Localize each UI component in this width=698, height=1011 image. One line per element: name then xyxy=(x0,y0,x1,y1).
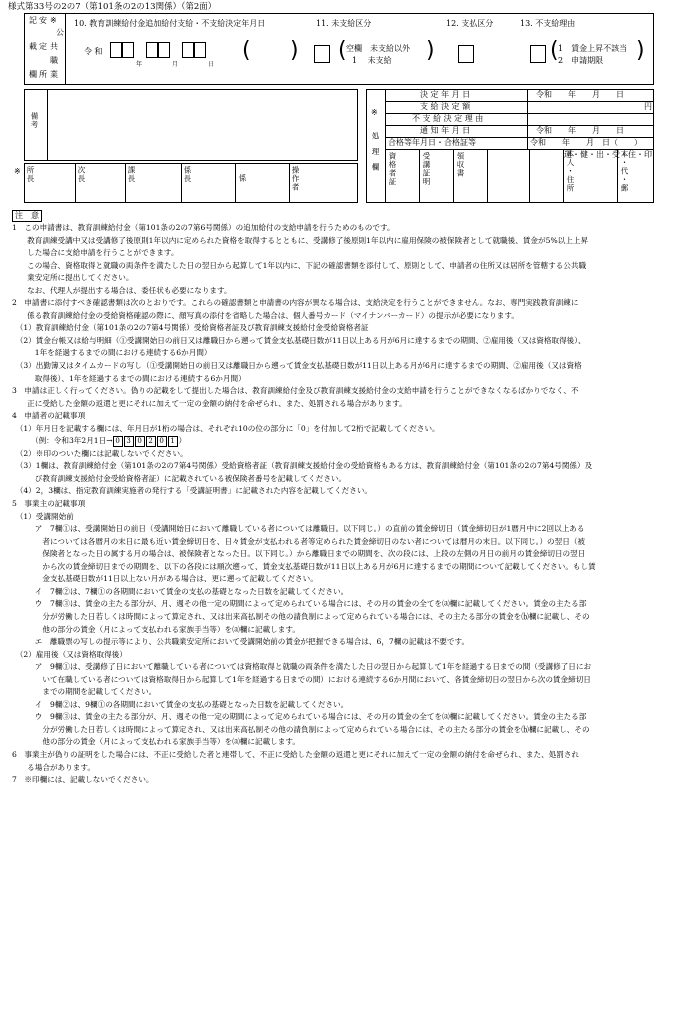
field11-paren-open: ( xyxy=(338,38,347,63)
note-line: （3）出勤簿又はタイムカードの写し（①受講開始日の前日又は離職日から遡って賃金支払基礎日数が11日以上ある月が6月に達するまでの期間、②雇用後（又は資格 xyxy=(12,361,582,371)
date-example xyxy=(12,435,688,448)
note-line: した場合に支給申請を行うことができます。 xyxy=(12,248,179,258)
top-label-2: 安 xyxy=(39,16,47,25)
note-line: から次の賃金締切日までの期間を、以下の各段には順次遡って、賃金支払基礎日数が11日以上ある月が6月に達するまでの期間について記載してください。もし賃 xyxy=(12,561,596,571)
note-line: 2 申請書に添付すべき確認書類は次のとおりです。これらの確認書類と申請書の内容が異なる場合は、支給決定を行うことができません。なお、専門実践教育訓練に xyxy=(12,298,579,308)
top-label-11: 業 xyxy=(50,70,58,79)
note-line: （2）※印のついた欄には記載しないでください。 xyxy=(12,448,188,458)
paren-close: ) xyxy=(290,38,299,63)
note-line: ウ 9欄③は、賃金の主たる部分が、月、週その他一定の期間によって定められている場合には、その月の賃金の全てを⒜欄に記載してください。賃金の主たる部 xyxy=(12,712,587,722)
note-line: なお、代理人が提出する場合は、委任状も必要になります。 xyxy=(12,285,232,295)
date-digit-box[interactable] xyxy=(122,42,134,58)
process-cell-documents: 運・健・出・受・住・印 xyxy=(564,150,652,159)
note-line: 者については各暦月の末日に最も近い賃金締切日を、日々賃金が支払われる者等定められた賃金締切日のない者については暦月の末日。以下同じ。）の翌日（被 xyxy=(12,536,586,546)
top-label-5: 載 xyxy=(29,42,37,51)
note-line: る場合があります。 xyxy=(12,762,95,772)
reiwa-label: 令 和 xyxy=(84,47,103,56)
note-line: 4 申請者の記載事項 xyxy=(12,411,86,421)
approval-cell-deputy: 次長 xyxy=(77,166,86,183)
note-line: （1）年月日を記載する欄には、年月日が1桁の場合は、それぞれ10の位の部分に「0」を付加して2桁で記載してください。 xyxy=(12,423,440,433)
note-line: （1）教育訓練給付金（第101条の2の7第4号関係）受給資格者証及び教育訓練支援給付金受給資格者証 xyxy=(12,323,369,333)
top-label-4: 公 xyxy=(56,28,64,37)
process-row-label: 通 知 年 月 日 xyxy=(420,126,471,135)
date-example-digit: 0 xyxy=(135,436,145,447)
note-line: までの期間を記載してください。 xyxy=(12,687,157,697)
date-example-suffix: ） xyxy=(178,436,187,446)
process-label: 処理欄 xyxy=(371,132,380,179)
field13-option-0: 1 賃金上昇不該当 xyxy=(558,44,628,53)
note-line: 分が労働した日若しくは時間によって算定され、又は出来高払制その他の請負制によって定められている場合には、その主たる部分の賃金を⒝欄に記載し、その xyxy=(12,611,590,621)
approval-cell-staff: 係 xyxy=(238,174,247,183)
note-line: 保険者となった日の属する月の場合は、被保険者となった日。以下同じ。）から離職日までの期間を、次の段には、上段の左側の月日の前月の賃金締切日の翌日 xyxy=(12,549,586,559)
note-line: （4）2，3欄は、指定教育訓練実施者の発行する「受講証明書」に記載された内容を記載してください。 xyxy=(12,486,373,496)
field12-checkbox[interactable] xyxy=(458,45,474,63)
date-unit-month: 月 xyxy=(172,61,179,68)
note-line: 他の部分の賃金（月によって支払われる家族手当等）を⒜欄に記載します。 xyxy=(12,624,300,634)
process-row-label: 不 支 給 決 定 理 由 xyxy=(412,114,484,123)
top-label-9: 欄 xyxy=(29,70,37,79)
field13-checkbox[interactable] xyxy=(530,45,546,63)
date-example-prefix: （例：令和3年2月1日→ xyxy=(12,436,113,446)
approval-cell-section-chief: 課長 xyxy=(127,166,136,183)
field13-title: 13. 不支給理由 xyxy=(520,19,576,28)
date-unit-day: 日 xyxy=(208,61,215,68)
field12-title: 12. 支払区分 xyxy=(446,19,494,28)
field13-paren-open: ( xyxy=(550,38,559,63)
top-label-8: 職 xyxy=(50,56,58,65)
process-cell-identity: 本人・住所 xyxy=(566,150,575,193)
field11-checkbox[interactable] xyxy=(314,45,330,63)
top-label-7: 共 xyxy=(50,42,58,51)
notes-heading: 注 意 xyxy=(12,210,42,222)
date-digit-box[interactable] xyxy=(182,42,194,58)
note-line: （2）賃金台帳又は給与明細（①受講開始日の前日又は離職日から遡って賃金支払基礎日数が11日以上ある月が6月に達するまでの期間、②雇用後（又は資格取得後）、 xyxy=(12,335,586,345)
process-mark: ※ xyxy=(371,108,378,117)
note-line: ウ 7欄③は、賃金の主たる部分が、月、週その他一定の期間によって定められている場合には、その月の賃金の全てを⒜欄に記載してください。賃金の主たる部 xyxy=(12,599,587,609)
top-label-1: 記 xyxy=(29,16,37,25)
process-row-label: 支 給 決 定 額 xyxy=(420,102,471,111)
remarks-label: 備考 xyxy=(30,112,39,129)
note-line: イ 9欄②は、9欄①の各期間において賃金の支払の基礎となった日数を記載してください。 xyxy=(12,699,349,709)
note-line: 業安定所に提出してください。 xyxy=(12,273,134,283)
note-line: 6 事業主が偽りの証明をした場合には、不正に受給した者と連帯して、不正に受給した金額の返還と更にそれに加えて一定の金額の納付を命ぜられ、また、処罰され xyxy=(12,749,580,759)
approval-cell-director: 所長 xyxy=(26,166,35,183)
note-line: （1）受講開始前 xyxy=(12,511,74,521)
notes-body xyxy=(12,222,688,787)
top-label-3: ※ xyxy=(50,16,57,25)
date-digit-box[interactable] xyxy=(146,42,158,58)
note-line: 係る教育訓練給付金の受給資格確認の際に、顔写真の添付を省略した場合は、個人番号カード（マイナンバーカード）の提示が必要になります。 xyxy=(12,310,519,320)
field11-option-0: 空欄 未支給以外 xyxy=(346,44,410,53)
note-line: 正に受給した金額の返還と更にそれに加えて一定の金額の納付を命ぜられ、また、処罰される場合があります。 xyxy=(12,398,407,408)
field13-option-1: 2 申請期限 xyxy=(558,56,604,65)
note-line: （2）雇用後（又は資格取得後） xyxy=(12,649,127,659)
note-line: イ 7欄②は、7欄①の各期間において賃金の支払の基礎となった日数を記載してください。 xyxy=(12,586,349,596)
field11-option-1: 1 未支給 xyxy=(352,56,392,65)
process-cell-certificate: 資格者証 xyxy=(388,152,397,186)
note-line: 3 申請は正しく行ってください。偽りの記載をして提出した場合は、教育訓練給付金及び教育訓練支援給付金の支給申請を行うことができなくなるばかりでなく、不 xyxy=(12,386,579,396)
process-row-value[interactable]: 令和 年 月 日（ ） xyxy=(530,138,642,147)
field11-title: 11. 未支給区分 xyxy=(316,19,372,28)
top-label-10: 所 xyxy=(39,70,47,79)
note-line: 教育訓練受講中又は受講修了後原則1年以内に定められた資格を取得するとともに、受講修了後原則1年以内に雇用保険の被保険者として就職後、賃金が5%以上上昇 xyxy=(12,235,589,245)
process-row-value[interactable]: 令和 年 月 日 xyxy=(536,126,624,135)
note-line: 7 ※印欄には、記載しないでください。 xyxy=(12,775,154,785)
paren-open: ( xyxy=(242,38,251,63)
approval-mark: ※ xyxy=(14,167,21,176)
process-row-label: 合格等年月日・合格証等 xyxy=(388,138,476,147)
date-unit-year: 年 xyxy=(136,61,143,68)
process-cell-delivery: 本・代・郵 xyxy=(620,150,629,193)
note-line: 1年を経過するまでの間における連続する6か月間） xyxy=(12,348,212,358)
top-label-6: 定 xyxy=(39,42,47,51)
process-cell-receipt: 領収書 xyxy=(456,152,465,178)
note-line: （3）1欄は、教育訓練給付金（第101条の2の7第4号関係）受給資格者証（教育訓練支援給付金の受給資格もある方は、教育訓練給付金（第101条の2の7第4号関係）及 xyxy=(12,461,593,471)
note-line: 1 この申請書は、教育訓練給付金（第101条の2の7第6号関係）の追加給付の支給申請を行うためのものです。 xyxy=(12,223,395,232)
approval-cell-subsection-chief: 係長 xyxy=(183,166,192,183)
note-line: エ 離職票の写しの提示等により、公共職業安定所において受講開始前の賃金が把握できる場合は、6，7欄の記載は不要です。 xyxy=(12,637,470,647)
date-example-digit: 3 xyxy=(124,436,134,447)
note-line: ア 7欄①は、受講開始日の前日（受講開始日において離職している者については離職日。以下同じ。）の直前の賃金締切日（賃金締切日が1暦月中に2回以上ある xyxy=(12,524,585,534)
date-example-digit: 1 xyxy=(168,436,178,447)
date-example-digit: 0 xyxy=(113,436,123,447)
date-example-digit: 0 xyxy=(157,436,167,447)
note-line: 取得後）、1年を経過するまでの間における連続する6か月間） xyxy=(12,373,246,383)
form-title: 様式第33号の2の7（第101条の2の13関係）（第2面） xyxy=(8,2,217,12)
field10-title: 10. 教育訓練給付金追加給付支給・不支給決定年月日 xyxy=(74,19,266,28)
date-digit-box[interactable] xyxy=(194,42,206,58)
approval-cell-operator: 操作者 xyxy=(291,166,300,192)
process-row-value[interactable]: 令和 年 月 日 xyxy=(536,90,624,99)
date-digit-box[interactable] xyxy=(158,42,170,58)
note-line: 5 事業主の記載事項 xyxy=(12,499,86,509)
process-row-label: 決 定 年 月 日 xyxy=(420,90,471,99)
note-line: 他の部分の賃金（月によって支払われる家族手当等）を⒜欄に記載します。 xyxy=(12,737,300,747)
process-row-value[interactable]: 円 xyxy=(644,102,652,111)
date-example-digit: 2 xyxy=(146,436,156,447)
process-cell-attendance: 受講証明 xyxy=(422,152,431,186)
note-line: び教育訓練支援給付金受給資格者証）に記載されている被保険者番号を記載してください。 xyxy=(12,473,347,483)
date-digit-box[interactable] xyxy=(110,42,122,58)
note-line: 分が労働した日若しくは時間によって算定され、又は出来高払制その他の請負制によって定められている場合には、その主たる部分の賃金を⒝欄に記載し、その xyxy=(12,724,590,734)
note-line: 金支払基礎日数が11日以上ない月がある場合は、更に遡って記載してください。 xyxy=(12,574,318,584)
note-line: いて在職している者については資格取得日から起算して1年を経過する日までの間）における連続する6か月間において、各賃金締切日の翌日から次の賃金締切日 xyxy=(12,674,591,684)
field13-paren-close: ) xyxy=(636,38,645,63)
field11-paren-close: ) xyxy=(426,38,435,63)
remarks-box[interactable] xyxy=(24,89,358,161)
note-line: この場合、資格取得と就職の両条件を満たした日の翌日から起算して1年以内に、下記の確認書類を添付して、原則として、申請者の住所又は居所を管轄する公共職 xyxy=(12,260,587,270)
note-line: ア 9欄①は、受講修了日において離職している者については資格取得と就職の両条件を満たした日の翌日から起算して1年を経過する日までの間（受講修了日にお xyxy=(12,662,592,672)
